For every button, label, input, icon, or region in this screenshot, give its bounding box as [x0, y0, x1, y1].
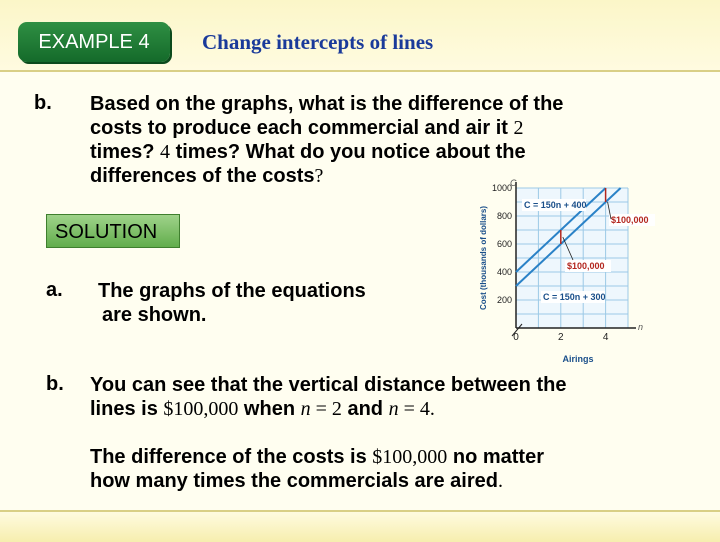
difference-label-2: $100,000 — [567, 261, 605, 271]
y-tick-label: 800 — [496, 211, 512, 221]
x-axis-var: n — [638, 322, 644, 332]
y-axis-title: Cost (thousands of dollars) — [479, 206, 488, 310]
part-a-line-2: are shown. — [102, 304, 207, 326]
x-tick-label: 2 — [558, 332, 564, 343]
y-tick-label: 600 — [496, 239, 512, 249]
question-line-2-text: costs to produce each commercial and air it — [90, 117, 514, 139]
part-b-no-matter: no matter — [447, 446, 544, 468]
y-tick-label: 400 — [496, 267, 512, 277]
y-tick-label: 200 — [496, 295, 512, 305]
question-line-3 — [90, 140, 563, 164]
part-b-line-3-text: The difference of the costs is — [90, 446, 373, 468]
question-line-2 — [90, 116, 563, 140]
part-b-and: and — [341, 398, 389, 420]
part-b-when: when — [238, 398, 301, 420]
part-b-line-1: You can see that the vertical distance between the — [90, 374, 567, 396]
part-b-line-4 — [90, 469, 566, 493]
question-line-4-text: differences of the costs — [90, 165, 315, 187]
question-line-1: Based on the graphs, what is the difference of the — [90, 93, 564, 115]
part-b-amount: $100,000 — [163, 398, 239, 420]
question-number-4: 4 — [160, 141, 171, 163]
question-line-3-rest: times? What do you notice about the — [170, 141, 526, 163]
part-b-period: . — [497, 470, 503, 492]
footer-band — [0, 510, 720, 542]
equation-label-2: C = 150n + 300 — [543, 292, 606, 302]
part-a-line-1: The graphs of the equations — [98, 280, 366, 302]
y-axis-var: C — [510, 178, 517, 188]
question-line-3-text: times? — [90, 141, 161, 163]
solution-label: SOLUTION — [46, 214, 180, 248]
difference-label-1: $100,000 — [611, 215, 649, 225]
question-number-2: 2 — [513, 117, 524, 139]
part-a-label: a. — [46, 279, 63, 301]
question-label: b. — [34, 92, 52, 114]
part-b-var-n-2: n — [388, 398, 399, 420]
part-b-line-4-text: how many times the commercials are aired — [90, 470, 498, 492]
part-b-eq-4: = 4. — [398, 398, 435, 420]
x-tick-label: 4 — [602, 332, 609, 343]
part-b-line-3 — [90, 445, 566, 469]
part-b-text — [90, 373, 566, 493]
equation-label-1: C = 150n + 400 — [524, 200, 587, 210]
question-text — [90, 92, 563, 188]
part-b-line-2 — [90, 397, 566, 421]
question-mark: ? — [314, 165, 324, 187]
part-b-var-n-1: n — [300, 398, 311, 420]
part-b-label: b. — [46, 373, 64, 395]
cost-graph — [468, 176, 660, 372]
x-axis-title: Airings — [562, 354, 594, 364]
x-tick-label: 0 — [513, 332, 519, 343]
part-b-amount-2: $100,000 — [372, 446, 448, 468]
part-b-eq-2: = 2 — [310, 398, 342, 420]
y-tick-label: 1000 — [491, 183, 512, 193]
example-badge: EXAMPLE 4 — [18, 22, 170, 62]
part-a-text — [98, 279, 366, 327]
page-title: Change intercepts of lines — [202, 30, 434, 54]
part-b-line-2-text: lines is — [90, 398, 164, 420]
